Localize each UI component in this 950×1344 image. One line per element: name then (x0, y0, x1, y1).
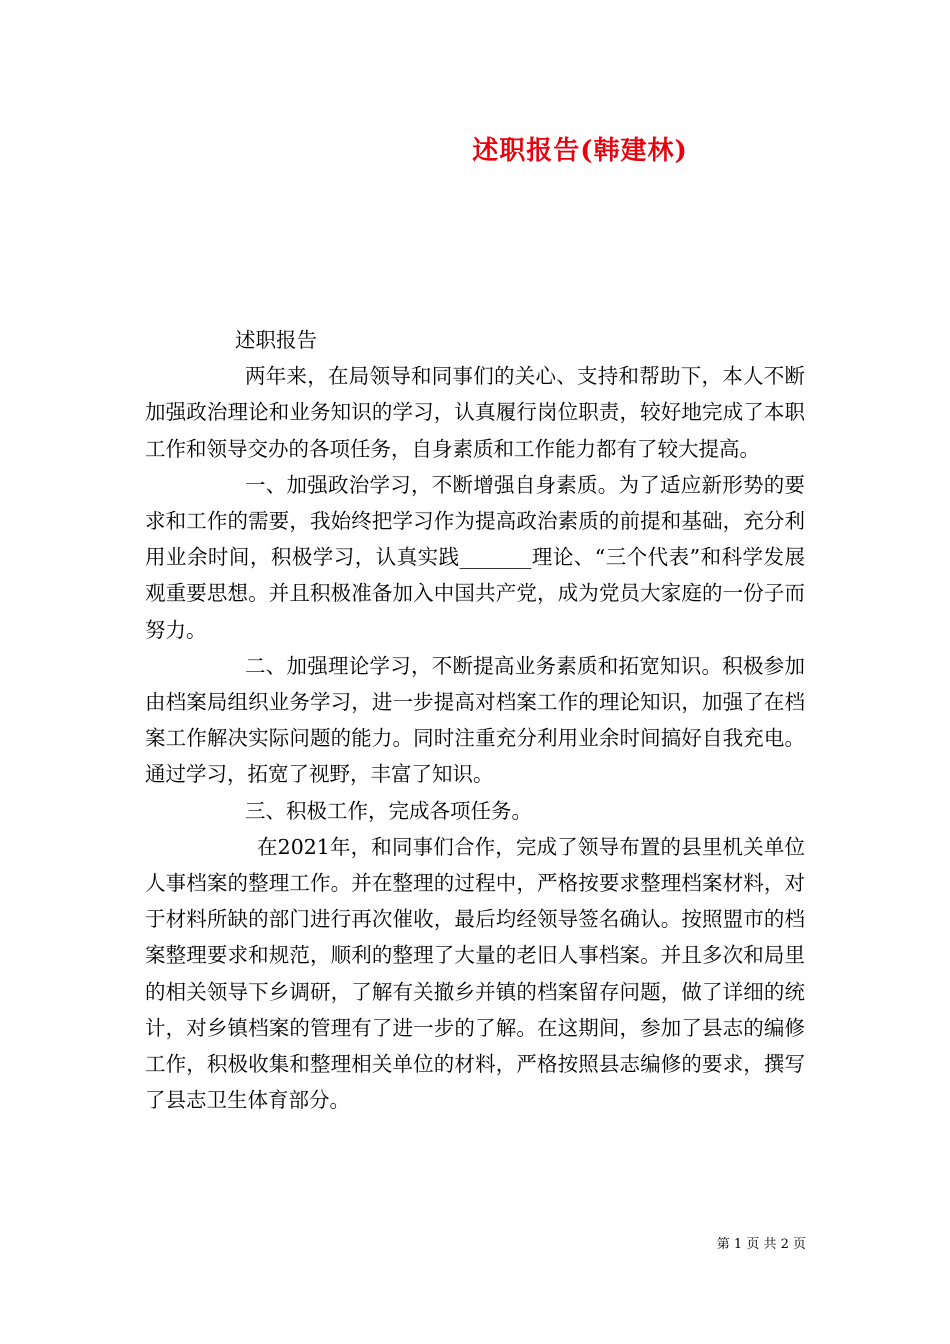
paragraph-section-three-heading: 三、积极工作，完成各项任务。 (245, 798, 532, 823)
page-number: 第 1 页 共 2 页 (716, 1237, 806, 1252)
paragraph-theory-study: 二、加强理论学习，不断提高业务素质和拓宽知识。积极参加由档案局组织业务学习，进一步提高对档案工作的理论知识，加强了在档案工作解决实际问题的能力。同时注重充分利用业余时间搞好自我充电。通过学习，拓宽了视野，丰富了知识。 (145, 653, 805, 787)
page-title: 述职报告(韩建林) (472, 136, 688, 166)
document-body (145, 322, 805, 1118)
paragraph-intro: 两年来，在局领导和同事们的关心、支持和帮助下，本人不断加强政治理论和业务知识的学习，认真履行岗位职责，较好地完成了本职工作和领导交办的各项任务，自身素质和工作能力都有了较大提高。 (145, 364, 805, 461)
paragraph-work-details: 在2021年，和同事们合作，完成了领导布置的县里机关单位人事档案的整理工作。并在整理的过程中，严格按要求整理档案材料，对于材料所缺的部门进行再次催收，最后均经领导签名确认。按照盟市的档案整理要求和规范，顺利的整理了大量的老旧人事档案。并且多次和局里的相关领导下乡调研，了解有关撤乡并镇的档案留存问题，做了详细的统计，对乡镇档案的管理有了进一步的了解。在这期间，参加了县志的编修工作，积极收集和整理相关单位的材料，严格按照县志编修的要求，撰写了县志卫生体育部分。 (145, 834, 805, 1113)
paragraph-political-study: 一、加强政治学习，不断增强自身素质。为了适应新形势的要求和工作的需要，我始终把学习作为提高政治素质的前提和基础，充分利用业余时间，积极学习，认真实践_______理论、“三个代表”和科学发展观重要思想。并且积极准备加入中国共产党，成为党员大家庭的一份子而努力。 (145, 472, 805, 642)
document-subtitle: 述职报告 (235, 328, 317, 352)
